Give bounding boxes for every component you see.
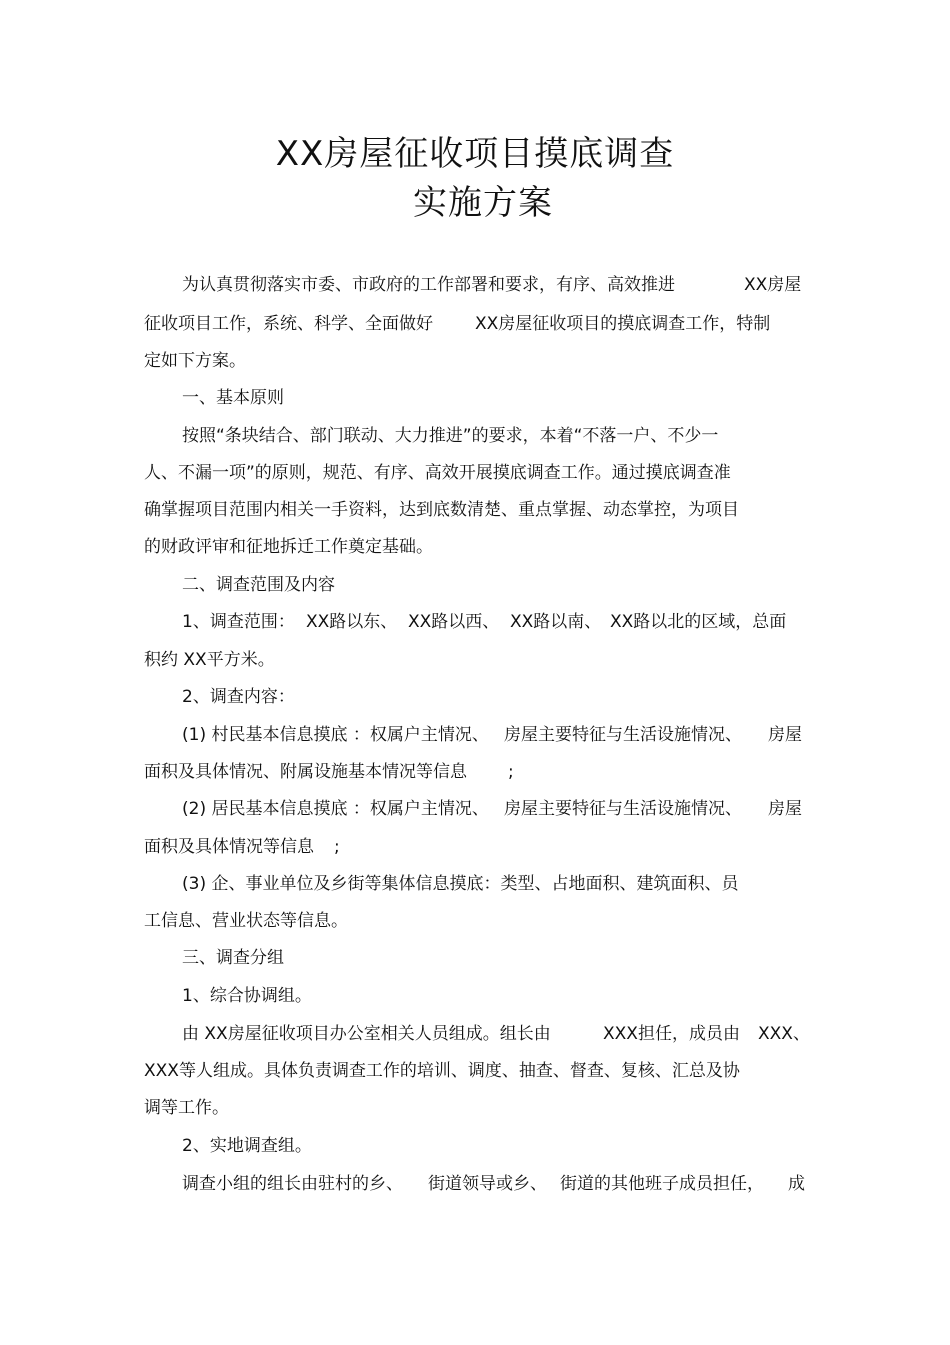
scope-east: XX路以东、 xyxy=(306,612,398,632)
group1-line-1a: 由 XX房屋征收项目办公室相关人员组成。组长由 xyxy=(182,1024,551,1044)
scope-north: XX路以北的区域，总面 xyxy=(610,612,787,632)
intro-line-3: 定如下方案。 xyxy=(144,351,246,371)
intro-line-2b: XX房屋征收项目的摸底调查工作，特制 xyxy=(475,314,771,334)
section1-line-4: 的财政评审和征地拆迁工作奠定基础。 xyxy=(144,537,433,557)
item1-line-1c: 房屋 xyxy=(768,725,802,745)
group2-line-1a: 调查小组的组长由驻村的乡、 xyxy=(182,1174,403,1194)
scope-area: 积约 XX平方米。 xyxy=(144,650,275,670)
section3-heading: 三、调查分组 xyxy=(182,948,284,968)
group1-line-2: XXX等人组成。具体负责调查工作的培训、调度、抽查、督查、复核、汇总及协 xyxy=(144,1061,740,1081)
item1-line-2a: 面积及具体情况、附属设施基本情况等信息 xyxy=(144,762,467,782)
content-heading: 2、调查内容： xyxy=(182,687,295,707)
document-title-line1: XX房屋征收项目摸底调查 xyxy=(275,134,675,174)
scope-west: XX路以西、 xyxy=(408,612,500,632)
section1-line-2: 人、不漏一项”的原则，规范、有序、高效开展摸底调查工作。通过摸底调查准 xyxy=(144,463,731,483)
item2-line-1b: 房屋主要特征与生活设施情况、 xyxy=(504,799,742,819)
document-title-line2: 实施方案 xyxy=(413,183,553,223)
item3-line-2: 工信息、营业状态等信息。 xyxy=(144,911,348,931)
item2-line-1c: 房屋 xyxy=(768,799,802,819)
item2-line-2b: ; xyxy=(334,837,340,857)
section1-heading: 一、基本原则 xyxy=(182,388,284,408)
section1-line-1: 按照“条块结合、部门联动、大力推进”的要求，本着“不落一户、不少一 xyxy=(182,426,719,446)
group2-line-1b: 街道领导或乡、 xyxy=(428,1174,547,1194)
intro-line-1a: 为认真贯彻落实市委、市政府的工作部署和要求，有序、高效推进 xyxy=(182,275,675,295)
group1-line-1b: XXX担任，成员由 xyxy=(603,1024,740,1044)
item3-line-1: (3) 企、事业单位及乡街等集体信息摸底：类型、占地面积、建筑面积、员 xyxy=(182,874,739,894)
scope-label: 1、调查范围： xyxy=(182,612,295,632)
group1-line-3: 调等工作。 xyxy=(144,1098,229,1118)
group2-line-1d: 成 xyxy=(788,1174,805,1194)
group1-line-1c: XXX、 xyxy=(758,1024,810,1044)
section1-line-3: 确掌握项目范围内相关一手资料，达到底数清楚、重点掌握、动态掌控，为项目 xyxy=(144,500,739,520)
intro-line-2a: 征收项目工作，系统、科学、全面做好 xyxy=(144,314,433,334)
scope-south: XX路以南、 xyxy=(510,612,602,632)
item2-line-2a: 面积及具体情况等信息 xyxy=(144,837,314,857)
item1-line-2b: ; xyxy=(508,762,514,782)
intro-line-1b: XX房屋 xyxy=(744,275,802,295)
group1-heading: 1、综合协调组。 xyxy=(182,986,312,1006)
group2-line-1c: 街道的其他班子成员担任， xyxy=(560,1174,764,1194)
item1-line-1a: (1) 村民基本信息摸底 ：权属户主情况、 xyxy=(182,725,489,745)
section2-heading: 二、调查范围及内容 xyxy=(182,575,335,595)
group2-heading: 2、实地调查组。 xyxy=(182,1136,312,1156)
item1-line-1b: 房屋主要特征与生活设施情况、 xyxy=(504,725,742,745)
item2-line-1a: (2) 居民基本信息摸底 ：权属户主情况、 xyxy=(182,799,489,819)
